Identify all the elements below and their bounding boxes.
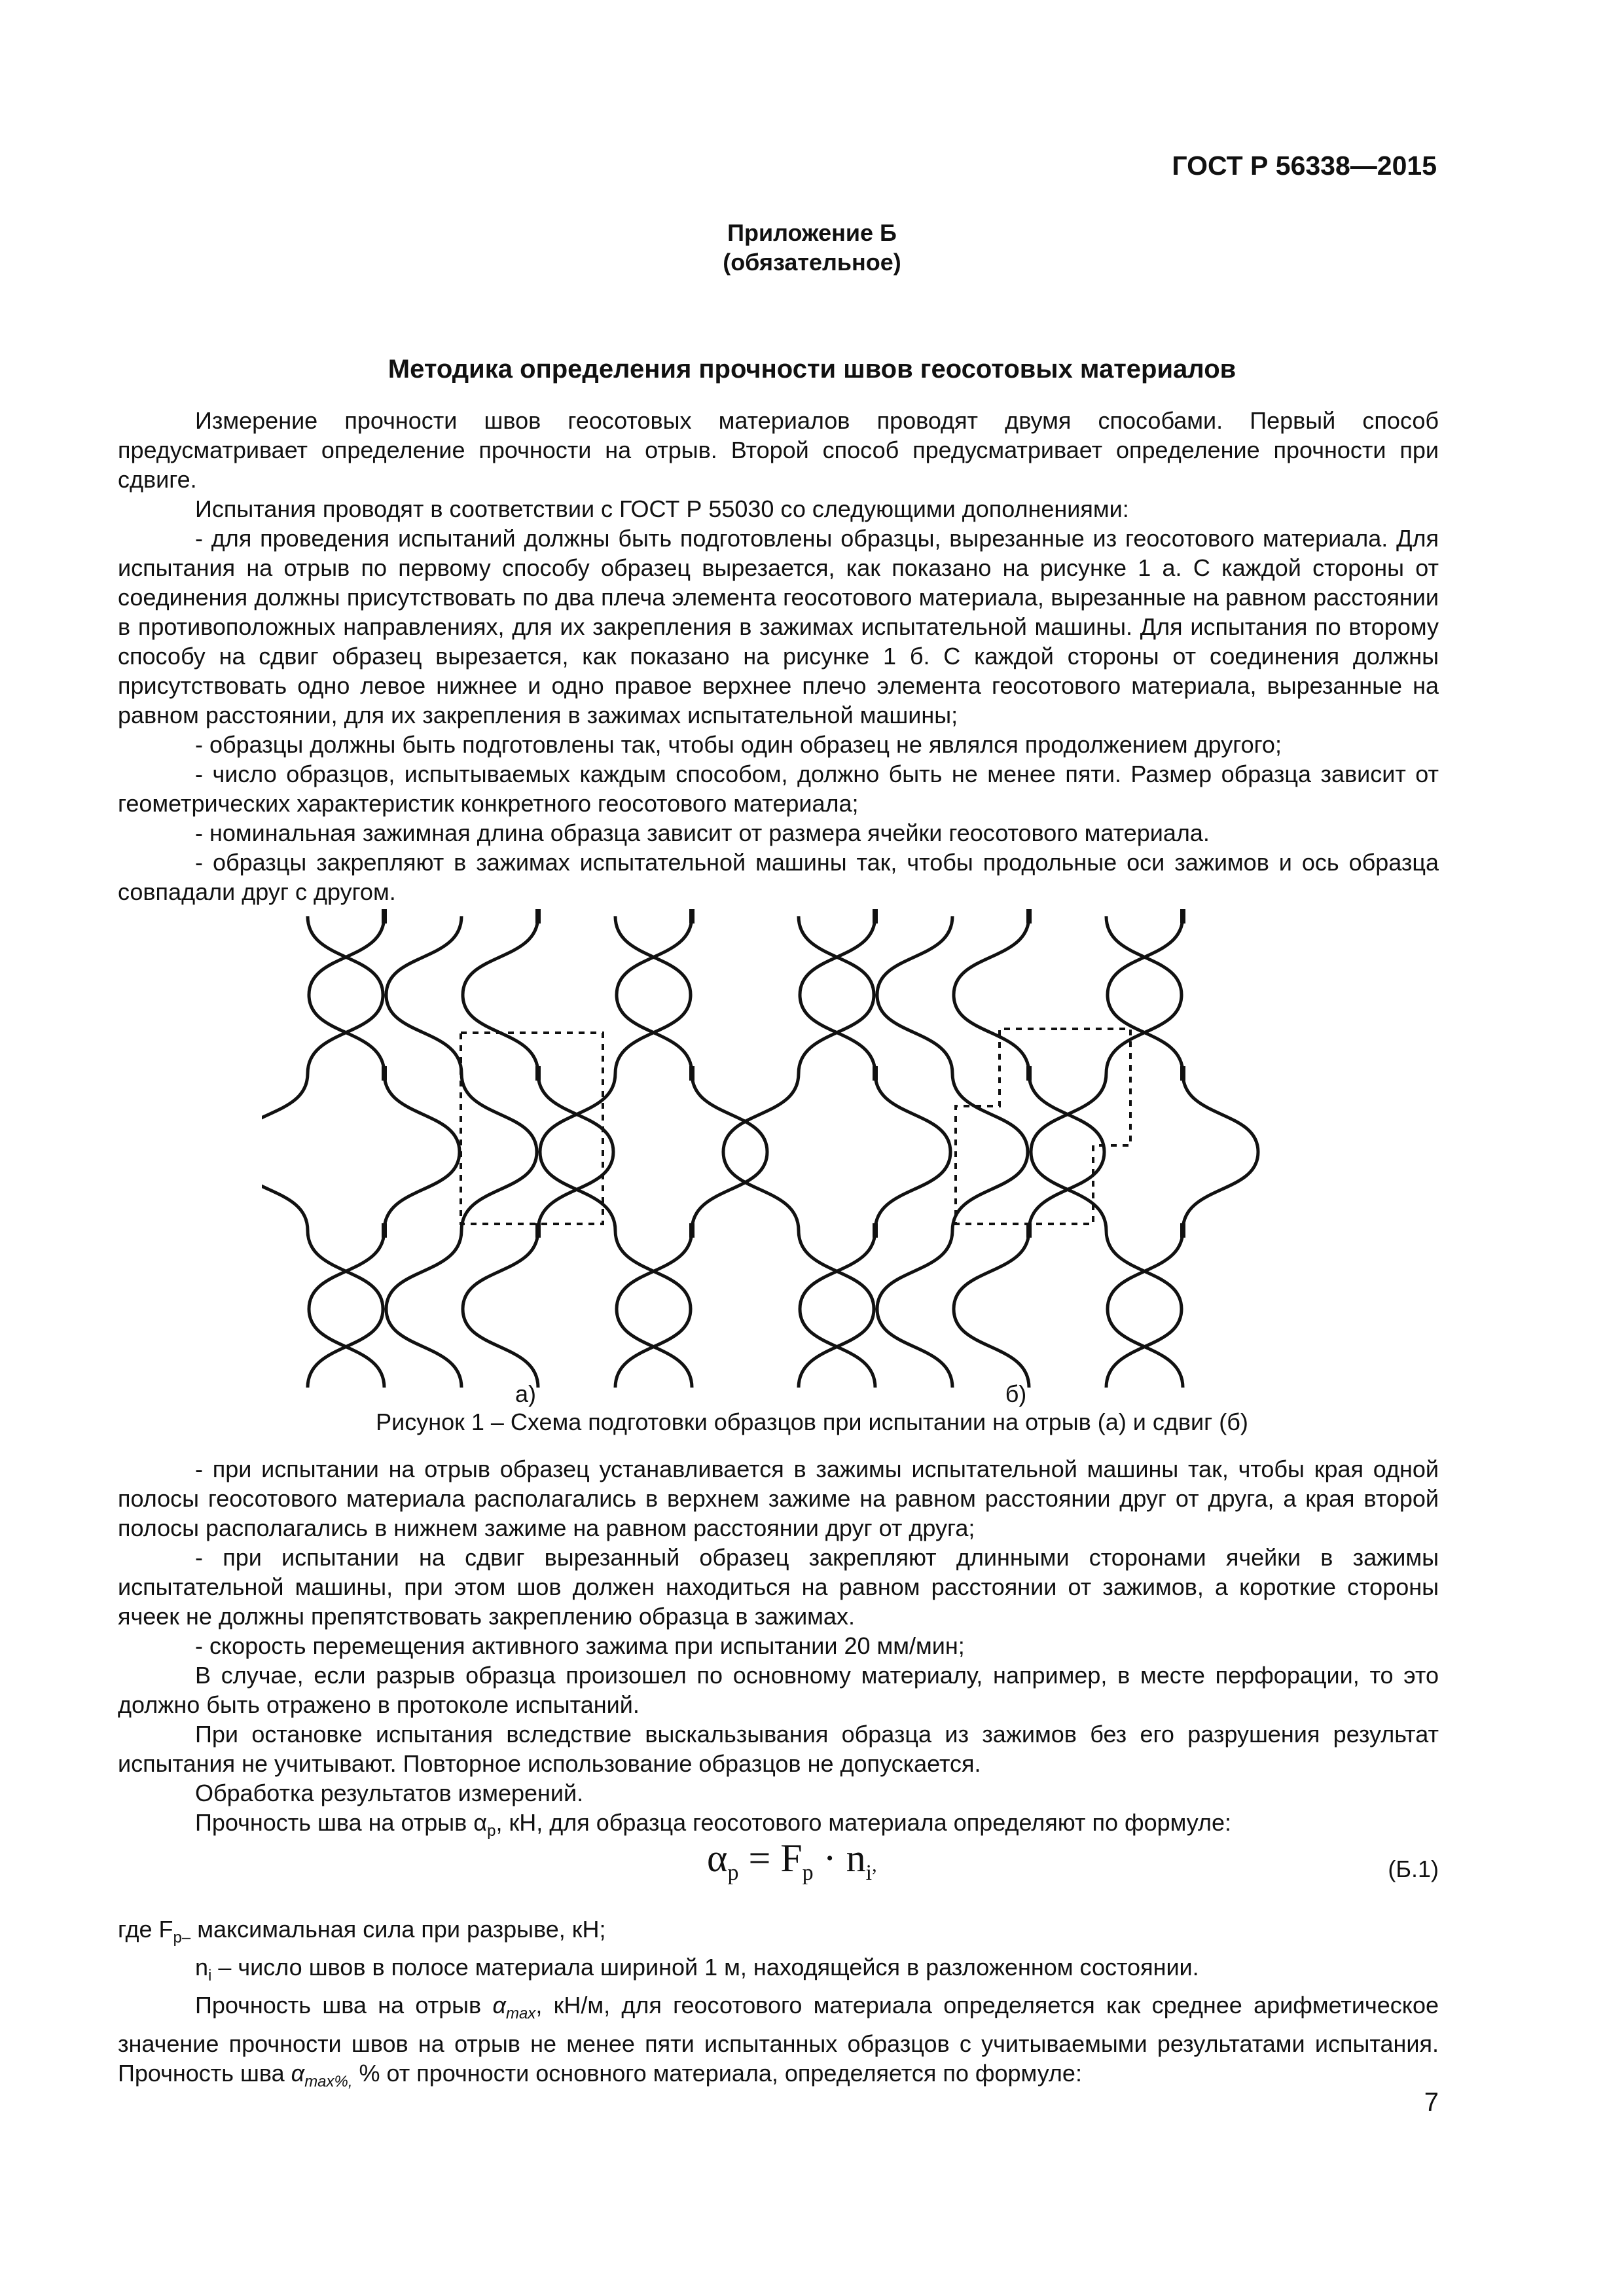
geocell-strip — [262, 916, 383, 1388]
paragraph: В случае, если разрыв образца произошел по основному материалу, например, в месте перфорации, то это должно быть отражено в протоколе испытаний. — [118, 1662, 1439, 1718]
figure-label-a: а) — [514, 1380, 537, 1407]
where-f: где $F_{р-}$ максимальная сила при разрыве, кН; — [118, 1916, 606, 1947]
weld-joint — [382, 1066, 387, 1081]
page-number: 7 — [1424, 2088, 1439, 2117]
figure-label-b: б) — [1005, 1380, 1027, 1407]
weld-joint — [1026, 1223, 1032, 1238]
weld-joint — [1180, 1223, 1185, 1238]
paragraph: - для проведения испытаний должны быть подготовлены образцы, вырезанные из геосотового материала. Для испытания на отрыв по первому способу образец вырезается, как показано на рисунке 1 а. С каждой стороны от соединения должны присутствовать по два плеча элемента геосотового материала, вырезанные на равном расстоянии в противоположных направлениях, для их закрепления в зажимах испытательной машины. Для испытания по второму способу на сдвиг образец вырезается, как показано на рисунке 1 б. С каждой стороны от соединения должны присутствовать одно левое нижнее и одно правое верхнее плечо элемента геосотового материала, вырезанные на равном расстоянии, для их закрепления в зажимах испытательной машины; — [118, 525, 1439, 728]
weld-joint — [1180, 909, 1185, 924]
paragraph: - при испытании на сдвиг вырезанный образец закрепляют длинными сторонами ячейки в зажимы испытательной машины, при этом шов должен находиться на равном расстоянии от зажимов, а короткие стороны ячеек не должны препятствовать закреплению образца в зажимах. — [118, 1544, 1439, 1630]
body-text-after-figure — [118, 1454, 1439, 1846]
geocell-strip — [1031, 916, 1182, 1388]
paragraph: Испытания проводят в соответствии с ГОСТ Р 55030 со следующими дополнениями: — [195, 495, 1129, 522]
weld-joint — [873, 1066, 878, 1081]
geocell-strip — [309, 916, 460, 1388]
weld-joint — [873, 909, 878, 924]
weld-joint — [535, 1066, 541, 1081]
weld-joint — [535, 909, 541, 924]
geocell-grid-b — [723, 909, 1258, 1388]
geocell-strip — [800, 916, 950, 1388]
document-code: ГОСТ Р 56338—2015 — [1172, 151, 1437, 181]
geocell-strip — [1108, 916, 1258, 1388]
geocell-strip — [617, 916, 767, 1388]
paragraph: Прочность шва на отрыв $\alpha_{max}$, кН/м, для геосотового материала определяется как среднее арифметическое значение прочности швов на отрыв не менее пяти испытанных образцов с учитываемыми результатами испытания. Прочность шва $\alpha_{max\%,}$ % от прочности основного материала, определяется по формуле: — [118, 1992, 1439, 2090]
weld-joint — [1180, 1066, 1185, 1081]
weld-joint — [382, 1223, 387, 1238]
weld-joint — [1026, 909, 1032, 924]
appendix-status: (обязательное) — [723, 249, 901, 276]
paragraph: Измерение прочности швов геосотовых материалов проводят двумя способами. Первый способ предусматривает определение прочности на отрыв. Второй способ предусматривает определение прочности при сдвиге. — [118, 407, 1439, 493]
geocell-strip — [877, 916, 1028, 1388]
paragraph: - при испытании на отрыв образец устанавливается в зажимы испытательной машины так, чтобы края одной полосы геосотового материала располагались в верхнем зажиме на равном расстоянии друг от друга, а края второй полосы располагались в нижнем зажиме на равном расстоянии друг от друга; — [118, 1456, 1439, 1541]
formula-explanation — [118, 1914, 1439, 2096]
where-n: $n_i$ – число швов в полосе материала шириной 1 м, находящейся в разложенном состоянии. — [195, 1954, 1199, 1985]
weld-joint — [873, 1223, 878, 1238]
figure-caption: Рисунок 1 – Схема подготовки образцов при испытании на отрыв (а) и сдвиг (б) — [376, 1408, 1248, 1435]
paragraph: - скорость перемещения активного зажима при испытании 20 мм/мин; — [195, 1632, 965, 1659]
weld-joint — [535, 1223, 541, 1238]
weld-joint — [689, 1066, 695, 1081]
geocell-grid-a — [262, 909, 767, 1388]
paragraph: - образцы закрепляют в зажимах испытательной машины так, чтобы продольные оси зажимов и ось образца совпадали друг с другом. — [118, 849, 1439, 905]
paragraph: - образцы должны быть подготовлены так, чтобы один образец не являлся продолжением другого; — [195, 731, 1282, 758]
paragraph: - число образцов, испытываемых каждым способом, должно быть не менее пяти. Размер образца зависит от геометрических характеристик конкретного геосотового материала; — [118, 761, 1439, 817]
section-title: Методика определения прочности швов геосотовых материалов — [388, 355, 1236, 384]
weld-joint — [1026, 1066, 1032, 1081]
formula-intro: Прочность шва на отрыв $\alpha_р$, кН, для образца геосотового материала определяют по формуле: — [195, 1809, 1232, 1840]
paragraph: - номинальная зажимная длина образца зависит от размера ячейки геосотового материала. — [195, 819, 1210, 846]
cut-outline-a — [461, 1033, 603, 1224]
weld-joint — [689, 1223, 695, 1238]
paragraph: При остановке испытания вследствие выскальзывания образца из зажимов без его разрушения результат испытания не учитывают. Повторное использование образцов не допускается. — [118, 1721, 1439, 1777]
appendix-name: Приложение Б — [727, 219, 897, 246]
intro-text — [118, 406, 1439, 906]
geocell-strip — [540, 916, 691, 1388]
formula-number: (Б.1) — [1388, 1856, 1439, 1882]
geocell-diagram — [262, 897, 1375, 1433]
formula-b1: $\alpha_p = F_p \cdot n_i$, — [707, 1837, 877, 1885]
paragraph: Обработка результатов измерений. — [195, 1780, 584, 1806]
weld-joint — [689, 909, 695, 924]
weld-joint — [382, 909, 387, 924]
geocell-strip — [723, 916, 874, 1388]
